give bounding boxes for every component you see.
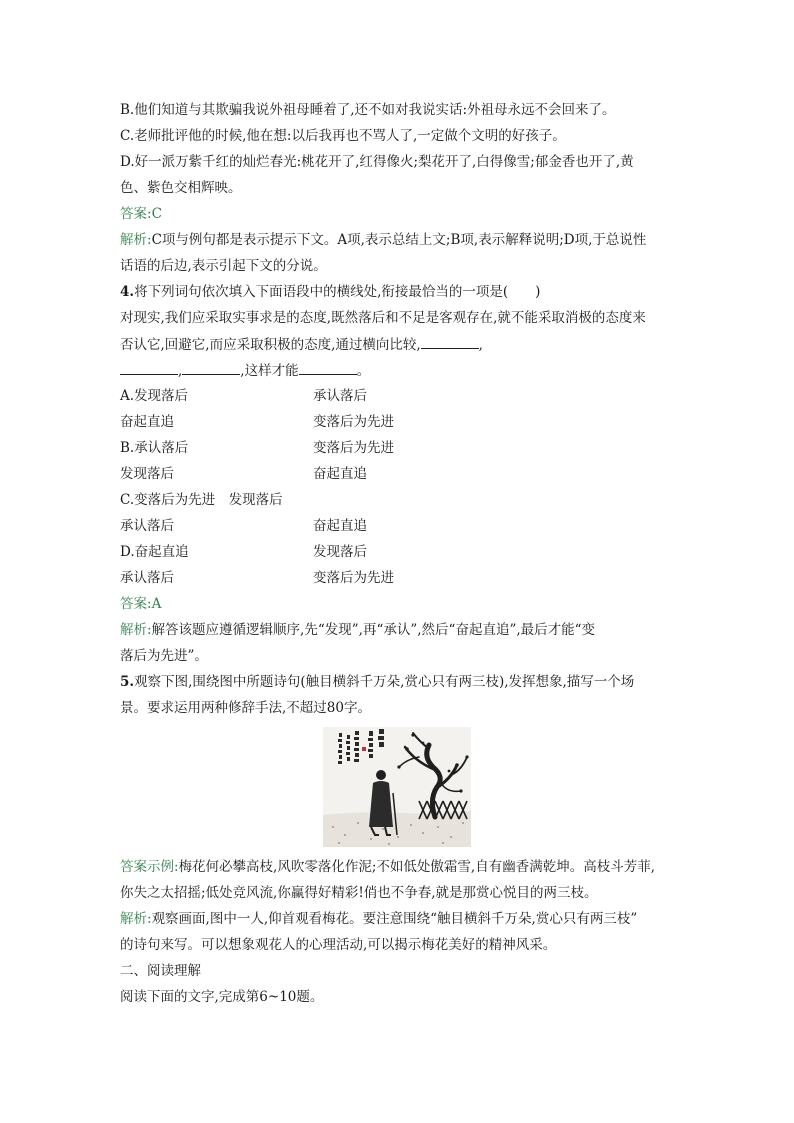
q4-option-row: C.变落后为先进 发现落后 <box>120 492 283 508</box>
question-number: 4. <box>120 284 135 300</box>
q4-option-row-col2: 变落后为先进 <box>313 570 394 586</box>
analysis-label: 解析: <box>120 232 152 248</box>
q3-option-c: C.老师批评他的时候,他在想:以后我再也不骂人了,一定做个文明的好孩子。 <box>120 128 566 144</box>
q4-stem <box>120 282 540 302</box>
q4-option-row: A.发现落后 <box>120 388 189 404</box>
analysis-label: 解析: <box>120 911 152 927</box>
section-heading: 二、阅读理解 <box>120 963 201 979</box>
q4-option-row: B.承认落后 <box>120 440 189 456</box>
answer-label: 答案: <box>120 206 152 222</box>
analysis-label: 解析: <box>120 622 152 638</box>
q5-analysis-line2: 的诗句来写。可以想象观花人的心理活动,可以揭示梅花美好的精神风采。 <box>120 937 557 953</box>
q4-option-row-col2: 奋起直追 <box>313 518 367 534</box>
passage-text: , <box>478 337 483 353</box>
q5-sample-line2: 你失之太招摇;低处竞风流,你赢得好精彩!俏也不争春,就是那赏心悦目的两三枝。 <box>120 885 598 901</box>
q3-option-d-line2: 色、紫色交相辉映。 <box>120 180 242 196</box>
passage-text: 否认它,回避它,而应采取积极的态度,通过横向比较, <box>120 337 421 353</box>
sample-label: 答案示例: <box>120 859 179 875</box>
passage-text: 。 <box>356 363 371 379</box>
q4-option-row: 奋起直追 <box>120 414 174 430</box>
answer-value: A <box>151 596 162 612</box>
q4-option-row: 承认落后 <box>120 570 174 586</box>
q3-option-d-line1: D.好一派万紫千红的灿烂春光:桃花开了,红得像火;梨花开了,白得像雪;郁金香也开了,黄 <box>120 154 634 170</box>
q4-option-row: D.奋起直追 <box>120 544 189 560</box>
q4-answer <box>120 594 161 614</box>
q3-analysis-line1 <box>120 230 646 250</box>
q5-analysis-line1 <box>120 909 637 929</box>
q4-analysis-line1 <box>120 620 595 640</box>
passage-text: , <box>178 363 183 379</box>
sample-text: 梅花何必攀高枝,风吹零落化作泥;不如低处傲霜雪,自有幽香满乾坤。高枝斗芳菲, <box>178 859 655 875</box>
q3-answer <box>120 204 162 224</box>
q4-option-row-col2: 奋起直追 <box>313 466 367 482</box>
q4-passage-line1: 对现实,我们应采取实事求是的态度,既然落后和不足是客观存在,就不能采取消极的态度来 <box>120 310 646 326</box>
analysis-text: C项与例句都是表示提示下文。A项,表示总结上文;B项,表示解释说明;D项,于总说性 <box>151 232 647 248</box>
q4-option-row-col2: 发现落后 <box>313 544 367 560</box>
q4-option-row: 承认落后 <box>120 518 174 534</box>
question-text: 观察下图,围绕图中所题诗句(触目横斜千万朵,赏心只有两三枝),发挥想象,描写一个场 <box>134 674 635 690</box>
q5-stem-line2: 景。要求运用两种修辞手法,不超过80字。 <box>120 700 371 716</box>
q4-passage-line2 <box>120 334 483 355</box>
question-text: 将下列词句依次填入下面语段中的横线处,衔接最恰当的一项是( ) <box>134 284 541 300</box>
section-instruction: 阅读下面的文字,完成第6~10题。 <box>120 989 324 1005</box>
passage-text: ,这样才能 <box>240 363 299 379</box>
answer-label: 答案: <box>120 596 152 612</box>
analysis-text: 解答该题应遵循逻辑顺序,先“发现”,再“承认”,然后“奋起直追”,最后才能“变 <box>151 622 596 638</box>
q3-option-b: B.他们知道与其欺骗我说外祖母睡着了,还不如对我说实话:外祖母永远不会回来了。 <box>120 102 616 118</box>
q4-analysis-line2: 落后为先进”。 <box>120 648 208 664</box>
q4-option-row-col2: 变落后为先进 <box>313 414 394 430</box>
fill-blank-2 <box>120 360 178 375</box>
analysis-text: 观察画面,图中一人,仰首观看梅花。要注意围绕“触目横斜千万朵,赏心只有两三枝” <box>151 911 638 927</box>
fill-blank-1 <box>421 334 479 349</box>
q4-option-row: 发现落后 <box>120 466 174 482</box>
plum-blossom-painting <box>323 727 471 847</box>
q4-option-row-col2: 变落后为先进 <box>313 440 394 456</box>
question-number: 5. <box>120 674 135 690</box>
answer-value: C <box>151 206 162 222</box>
q5-stem-line1 <box>120 672 634 692</box>
q5-sample-line1 <box>120 857 655 877</box>
q4-passage-line3 <box>120 360 370 381</box>
q4-option-row-col2: 承认落后 <box>313 388 367 404</box>
q3-analysis-line2: 话语的后边,表示引起下文的分说。 <box>120 258 327 274</box>
fill-blank-3 <box>182 360 240 375</box>
fill-blank-4 <box>299 360 357 375</box>
